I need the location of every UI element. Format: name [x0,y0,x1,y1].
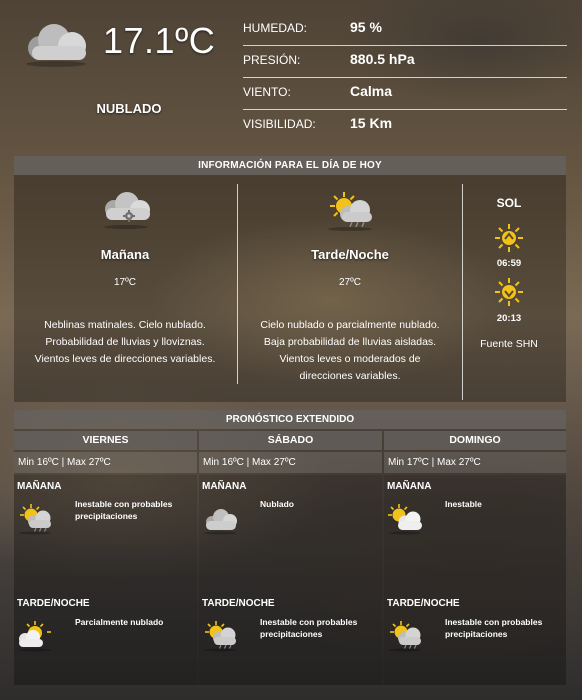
sunset-time: 20:13 [496,313,522,324]
day-range-saturday: Min 16ºC | Max 27ºC [199,452,382,473]
stat-wind [243,77,567,110]
sunset-icon [494,277,524,307]
current-condition: NUBLADO [96,101,162,116]
today-morning-label: Mañana [100,247,150,262]
stat-value: Calma [350,83,393,99]
period-description: Inestable con probables precipitaciones [260,617,358,639]
today-morning-description: Neblinas matinales. Cielo nublado. Probabilidad de lluvias y lloviznas. Vientos leves de direcciones variables. [34,319,216,365]
period-description: Inestable con probables precipitaciones [445,617,543,639]
period-description: Parcialmente nublado [75,617,164,627]
extended-title: PRONÓSTICO EXTENDIDO [14,410,566,429]
day-header-saturday: SÁBADO [199,431,382,450]
stat-label: PRESIÓN: [243,53,301,67]
today-morning-temp: 17ºC [114,277,136,288]
sun-rain-cloud-icon [15,503,55,535]
period-description: Inestable [445,499,482,509]
day-header-friday: VIERNES [14,431,197,450]
stat-pressure [243,45,567,78]
stat-value: 880.5 hPa [350,51,415,67]
partly-cloudy-icon [385,503,425,535]
stat-value: 95 % [350,19,382,35]
stat-value: 15 Km [350,115,393,131]
stat-label: HUMEDAD: [243,21,308,35]
day-range-friday: Min 16ºC | Max 27ºC [14,452,197,473]
stat-label: VISIBILIDAD: [243,117,316,131]
partly-cloudy-icon [15,620,55,652]
period-description: Inestable con probables precipitaciones [75,499,173,521]
stat-humidity [243,13,567,46]
today-title: INFORMACIÓN PARA EL DÍA DE HOY [14,156,566,175]
sun-title: SOL [496,196,522,210]
period-label-morning: MAÑANA [387,481,432,492]
sunrise-time: 06:59 [496,258,522,269]
cloud-icon [18,18,94,68]
sun-source: Fuente SHN [480,338,538,350]
day-range-sunday: Min 17ºC | Max 27ºC [384,452,566,473]
period-label-evening: TARDE/NOCHE [202,598,275,609]
sun-rain-cloud-icon [200,620,240,652]
today-evening-temp: 27ºC [339,277,361,288]
period-description: Nublado [260,499,294,509]
stat-label: VIENTO: [243,85,291,99]
current-temperature: 17.1ºC [103,20,216,61]
period-label-morning: MAÑANA [202,481,247,492]
today-evening-description: Cielo nublado o parcialmente nublado. Baja probabilidad de lluvias aisladas. Vientos leves o moderados de direcciones variables. [260,319,440,382]
sunrise-icon [494,223,524,253]
cloud-icon [200,503,240,535]
divider [462,184,463,400]
today-evening-label: Tarde/Noche [311,247,389,262]
sun-rain-cloud-icon [385,620,425,652]
sun-rain-cloud-icon [322,190,378,232]
period-label-evening: TARDE/NOCHE [387,598,460,609]
stat-visibility [243,109,567,141]
day-header-sunday: DOMINGO [384,431,566,450]
divider [237,184,238,384]
fog-cloud-icon [98,192,154,230]
period-label-evening: TARDE/NOCHE [17,598,90,609]
period-label-morning: MAÑANA [17,481,62,492]
